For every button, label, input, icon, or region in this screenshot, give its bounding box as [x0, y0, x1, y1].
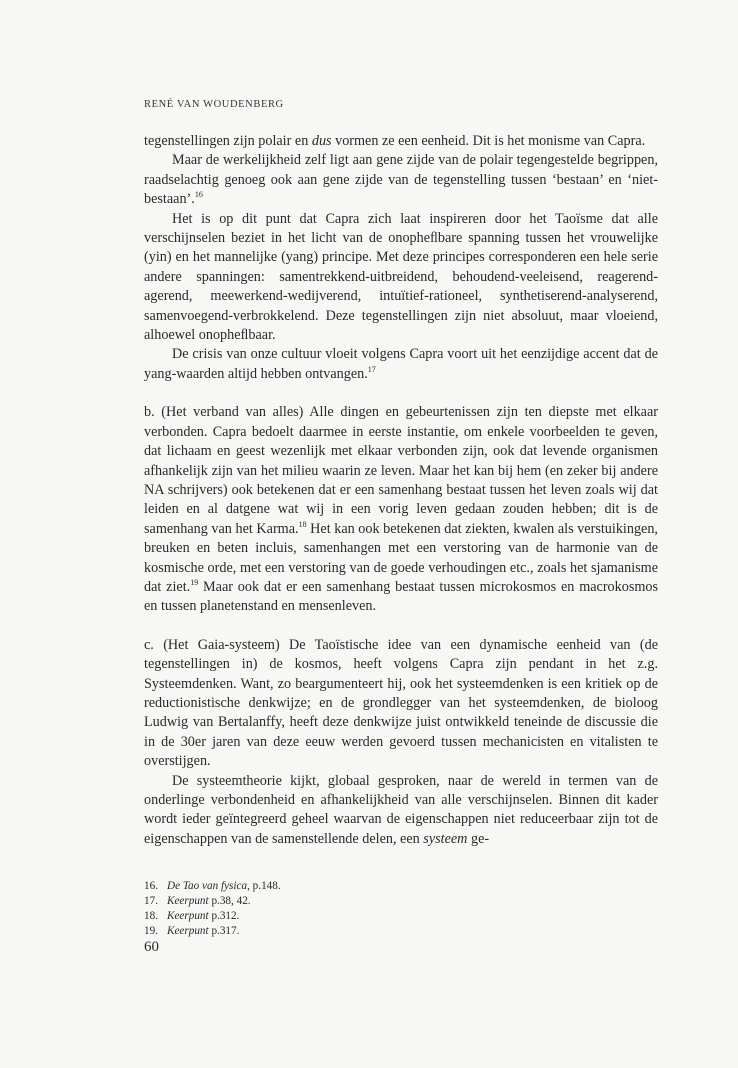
footnote-ref: 16	[194, 190, 203, 200]
paragraph-b: b. (Het verband van alles) Alle dingen en gebeurtenissen zijn ten diepste met elkaar verbonden. Capra bedoelt daarmee in eerste instantie, om enkele voorbeelden te geven, dat lichaam en geest wezenlijk met elkaar verbonden zijn, ook dat levende organismen afhankelijk zijn van het milieu waarin ze leven. Maar het kan bij hem (en zeker bij andere NA schrijvers) ook betekenen dat er een samenhang bestaat tussen het leven zoals wij dat leiden en al datgene wat wij in een vorig leven gedaan zouden hebben; dit is de samenhang van het Karma.$^{18}$ Het kan ook betekenen dat ziekten, kwalen als verstuikingen, breuken en beten incluis, samenhangen met een verstoring van de harmonie van de kosmische orde, met een verstoring van de goede verhoudingen etc., zoals het sjamanisme dat ziet.$^{19}$ Maar ook dat er een samenhang bestaat tussen microkosmos en macrokosmos en tussen planetenstand en mensenleven.	[144, 404, 659, 615]
footnotes	[144, 879, 658, 939]
footnote: 17. Keerpunt p.38, 42.	[144, 895, 251, 907]
running-head: RENÉ VAN WOUDENBERG	[144, 99, 284, 110]
page-number: 60	[144, 939, 159, 955]
footnote-ref: 17	[367, 364, 376, 374]
footnote: 19. Keerpunt p.317.	[144, 925, 240, 937]
paragraph-1: tegenstellingen zijn polair en dus vormen ze een eenheid. Dit is het monisme van Capra.	[144, 133, 646, 149]
footnote: 16. De Tao van fysica, p.148.	[144, 880, 281, 892]
paragraph-3: Het is op dit punt dat Capra zich laat inspireren door het Taoïsme dat alle verschijnselen beziet in het licht van de onopheﬂbare spanning tussen het vrouwelijke (yin) en het mannelijke (yang) principe. Met deze principes corresponderen een hele serie andere spanningen: samentrekkend-uitbreidend, behoudend-veeleisend, reagerend-agerend, meewerkend-wedijverend, intuïtief-rationeel, synthetiserend-analyserend, samenvoegend-verbrokkelend. Deze tegenstellingen zijn niet absoluut, maar vloeiend, alhoewel onopheﬂbaar.	[144, 210, 658, 344]
paragraph-4: De crisis van onze cultuur vloeit volgens Capra voort uit het eenzijdige accent dat de yang-waarden altijd hebben ontvangen.$^{17}$	[144, 346, 658, 382]
body-text	[144, 132, 658, 849]
footnote-ref: 19	[190, 577, 199, 587]
footnote: 18. Keerpunt p.312.	[144, 910, 240, 922]
footnote-ref: 18	[298, 519, 307, 529]
paragraph-c: c. (Het Gaia-systeem) De Taoïstische idee van een dynamische eenheid van (de tegenstellingen in) de kosmos, heeft volgens Capra zijn pendant in het z.g. Systeemdenken. Want, zo beargumenteert hij, ook het systeemdenken is een kritiek op de reductionistische denkwijze; en de grondlegger van het systeemdenken, de bioloog Ludwig van Bertalanffy, heeft deze denkwijze juist ontwikkeld teneinde de discussie die in de 30er jaren van deze eeuw werden gevoerd tussen mechanicisten en vitalisten te overstijgen.	[144, 636, 658, 770]
paragraph-7: De systeemtheorie kijkt, globaal gesproken, naar de wereld in termen van de onderlinge verbondenheid en afhankelijkheid van alle verschijnselen. Binnen dit kader wordt ieder geïntegreerd geheel waarvan de eigenschappen niet reduceerbaar zijn tot de eigenschappen van de samenstellende delen, een systeem ge-	[144, 772, 658, 847]
paragraph-2: Maar de werkelijkheid zelf ligt aan gene zijde van de polair tegengestelde begrippen, raadselachtig genoeg ook aan gene zijde van de tegenstelling tussen ‘bestaan’ en ‘niet-bestaan’.$^{16}$	[144, 152, 658, 208]
